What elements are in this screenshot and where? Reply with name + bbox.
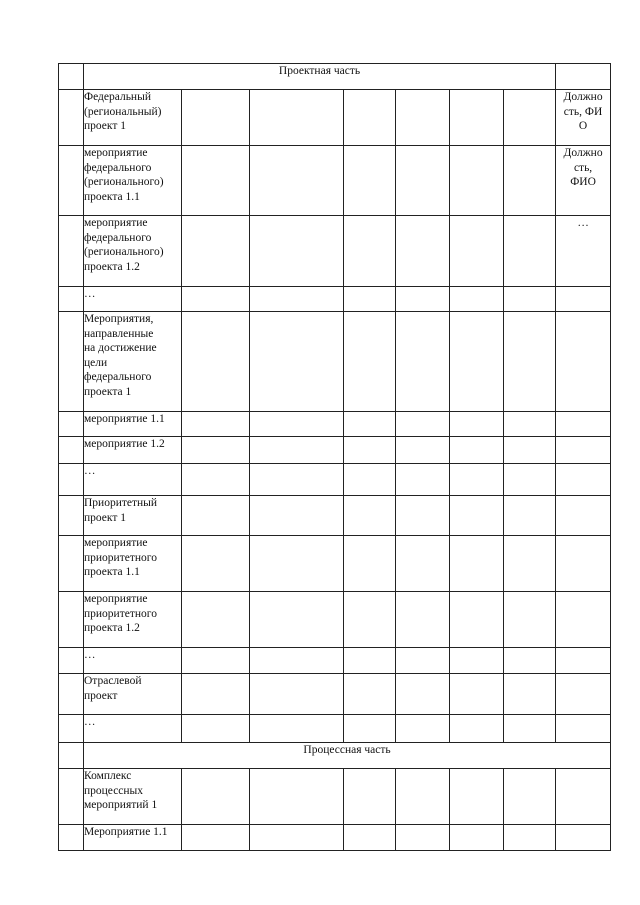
row-responsible: Должно сть, ФИО [556,146,611,216]
row-responsible [556,715,611,743]
row-responsible [556,648,611,674]
table-row [59,674,611,715]
row-name: мероприятие приоритетного проекта 1.2 [84,592,182,648]
row-responsible [556,825,611,851]
row-responsible [556,536,611,592]
table-row [59,312,611,412]
table-row [59,412,611,437]
row-name: Отраслевой проект [84,674,182,715]
row-responsible [556,496,611,536]
row-responsible [556,437,611,464]
table-row [59,464,611,496]
row-name: … [84,464,182,496]
row-responsible [556,464,611,496]
table-row [59,90,611,146]
section-title-project: Проектная часть [84,64,556,90]
row-name: Комплекс процессных мероприятий 1 [84,769,182,825]
table-row [59,437,611,464]
row-name: … [84,715,182,743]
row-responsible [556,412,611,437]
row-name: мероприятие федерального (регионального) проекта 1.1 [84,146,182,216]
row-name: Мероприятия, направленные на достижение цели федерального проекта 1 [84,312,182,412]
row-name: мероприятие 1.1 [84,412,182,437]
table-body [59,64,611,851]
row-name: … [84,648,182,674]
row-responsible: … [556,216,611,287]
row-name: Приоритетный проект 1 [84,496,182,536]
row-name: мероприятие приоритетного проекта 1.1 [84,536,182,592]
table-row [59,287,611,312]
row-responsible [556,674,611,715]
table-row [59,536,611,592]
row-name: мероприятие 1.2 [84,437,182,464]
document-table [58,63,611,851]
row-name: … [84,287,182,312]
row-name: Мероприятие 1.1 [84,825,182,851]
table-row [59,648,611,674]
section-title-process: Процессная часть [84,743,611,769]
table-row [59,715,611,743]
row-responsible [556,592,611,648]
row-responsible: Должно сть, ФИ О [556,90,611,146]
table-row [59,216,611,287]
row-name: Федеральный (региональный) проект 1 [84,90,182,146]
table-row [59,769,611,825]
table-row [59,496,611,536]
table-row [59,592,611,648]
section-row-project [59,64,611,90]
table-row [59,146,611,216]
row-responsible [556,769,611,825]
row-name: мероприятие федерального (регионального) проекта 1.2 [84,216,182,287]
row-responsible [556,312,611,412]
table-row [59,825,611,851]
row-responsible [556,287,611,312]
section-row-process [59,743,611,769]
